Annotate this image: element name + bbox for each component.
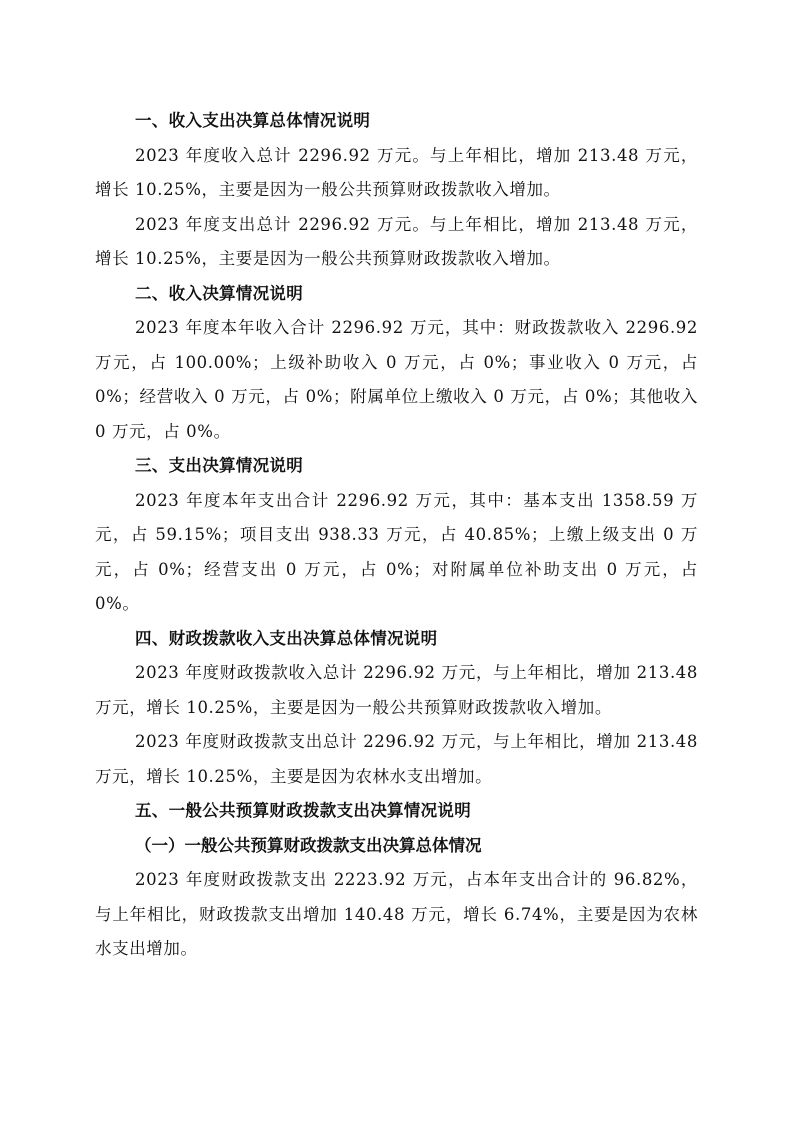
section-1-heading: 一、收入支出决算总体情况说明	[135, 111, 371, 130]
section-1-paragraph-1: 2023 年度收入总计 2296.92 万元。与上年相比，增加 213.48 万元，增长 10.25%，主要是因为一般公共预算财政拨款收入增加。	[95, 145, 698, 199]
section-2-heading: 二、收入决算情况说明	[135, 283, 303, 303]
section-2-paragraph-1: 2023 年度本年收入合计 2296.92 万元，其中：财政拨款收入 2296.92 万元，占 100.00%；上级补助收入 0 万元，占 0%；事业收入 0 万元，占 0%；经营收入 0 万元，占 0%；附属单位上缴收入 0 万元，占 0%；其他收入 0 万元，占 0%。	[95, 318, 698, 441]
section-5-subsection-1-heading: （一）一般公共预算财政拨款支出决算总体情况	[135, 835, 482, 855]
section-1-paragraph-2: 2023 年度支出总计 2296.92 万元。与上年相比，增加 213.48 万元，增长 10.25%，主要是因为一般公共预算财政拨款收入增加。	[95, 214, 698, 268]
section-5-heading: 五、一般公共预算财政拨款支出决算情况说明	[135, 801, 471, 820]
section-4-paragraph-2: 2023 年度财政拨款支出总计 2296.92 万元，与上年相比，增加 213.48 万元，增长 10.25%，主要是因为农林水支出增加。	[95, 732, 698, 786]
section-3-paragraph-1: 2023 年度本年支出合计 2296.92 万元，其中：基本支出 1358.59 万元，占 59.15%；项目支出 938.33 万元，占 40.85%；上缴上级支出 0 万元，占 0%；经营支出 0 万元，占 0%；对附属单位补助支出 0 万元，占 0%。	[95, 490, 698, 613]
section-4-heading: 四、财政拨款收入支出决算总体情况说明	[135, 628, 438, 648]
section-4-paragraph-1: 2023 年度财政拨款收入总计 2296.92 万元，与上年相比，增加 213.48 万元，增长 10.25%，主要是因为一般公共预算财政拨款收入增加。	[95, 663, 698, 717]
section-5-paragraph-1: 2023 年度财政拨款支出 2223.92 万元，占本年支出合计的 96.82%，与上年相比，财政拨款支出增加 140.48 万元，增长 6.74%，主要是因为农林水支出增加。	[95, 870, 698, 958]
section-3-heading: 三、支出决算情况说明	[135, 456, 303, 475]
